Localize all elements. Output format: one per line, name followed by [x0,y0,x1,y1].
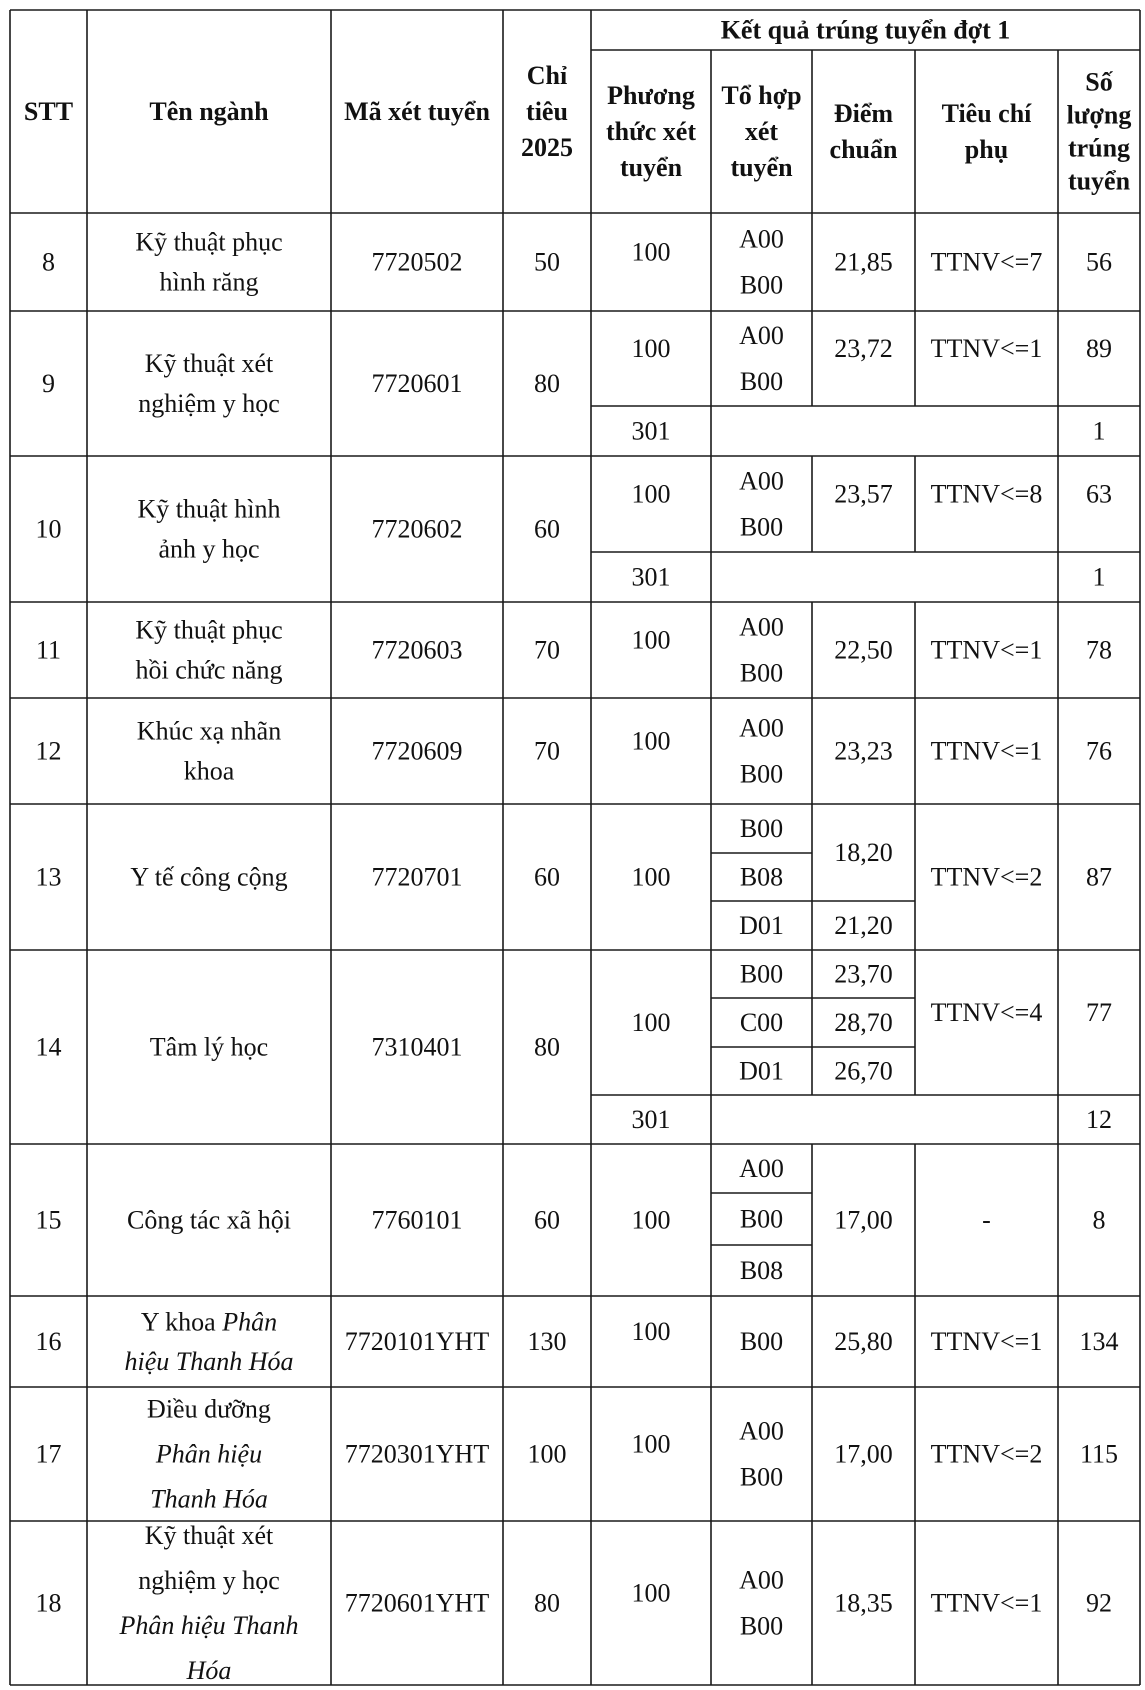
to-hop-cell: B00 [739,1611,784,1641]
chi-tieu-cell: 80 [534,1032,560,1062]
phuong-thuc-cell: 100 [631,1008,671,1037]
ten-nganh-cell: Điều dưỡng [147,1394,271,1424]
phuong-thuc-cell: 100 [631,625,671,655]
phuong-thuc-cell: 100 [631,237,671,267]
stt-cell: 12 [35,736,62,766]
ten-nganh-cell: Khúc xạ nhãn [136,716,282,746]
to-hop-cell: B00 [739,959,784,989]
diem-chuan-cell: 23,72 [834,334,893,363]
tieu-chi-phu-cell: TTNV<=1 [930,736,1043,766]
phuong-thuc-cell: 100 [631,862,671,892]
phuong-thuc-cell: 100 [631,1578,671,1608]
header-ten-nganh: Tên ngành [149,97,269,126]
diem-chuan-cell: 23,57 [834,479,893,509]
header-chi-tieu: Chỉ [526,61,568,90]
chi-tieu-cell: 80 [534,1588,560,1618]
ma-xet-tuyen-cell: 7720601YHT [344,1588,490,1618]
header-to-hop: xét [744,117,779,146]
so-luong-cell: 63 [1086,479,1112,509]
header-so-luong: tuyển [1067,166,1131,196]
so-luong-cell: 77 [1086,998,1112,1027]
ten-nganh-cell: Hóa [186,1656,232,1685]
ten-nganh-cell: Y tế công cộng [130,862,288,892]
so-luong-cell: 78 [1086,635,1112,665]
diem-chuan-cell: 21,20 [834,911,893,940]
diem-chuan-cell: 25,80 [834,1327,893,1356]
stt-cell: 10 [35,514,62,544]
phuong-thuc-cell: 100 [631,479,671,509]
diem-chuan-cell: 17,00 [834,1205,893,1235]
tieu-chi-phu-cell: TTNV<=7 [930,247,1043,277]
diem-chuan-cell: 22,50 [834,635,893,665]
to-hop-cell: C00 [739,1008,784,1037]
chi-tieu-cell: 70 [534,635,560,665]
header-diem-chuan: chuẩn [829,135,898,164]
tieu-chi-phu-cell: - [982,1205,991,1235]
header-stt: STT [23,97,74,126]
ma-xet-tuyen-cell: 7720602 [371,514,463,544]
tieu-chi-phu-cell: TTNV<=2 [930,862,1043,892]
header-to-hop: Tổ hợp [721,81,802,110]
ten-nganh-cell: Thanh Hóa [150,1484,268,1514]
so-luong-cell: 1 [1092,562,1106,592]
phuong-thuc-cell: 100 [631,334,671,363]
so-luong-cell: 134 [1079,1327,1119,1356]
stt-cell: 18 [35,1588,62,1618]
ten-nganh-cell: Y khoa Phân [140,1307,278,1336]
chi-tieu-cell: 80 [534,369,560,398]
stt-cell: 13 [35,862,62,892]
ten-nganh-cell: Phân hiệu [155,1439,263,1469]
chi-tieu-cell: 60 [534,862,560,892]
stt-cell: 11 [35,635,62,665]
to-hop-cell: B00 [739,367,784,396]
ten-nganh-cell: Phân hiệu Thanh [119,1611,299,1640]
header-phuong-thuc: tuyển [619,153,683,182]
phuong-thuc-cell: 301 [631,1105,671,1134]
ma-xet-tuyen-cell: 7720301YHT [344,1439,490,1469]
header-so-luong: lượng [1066,100,1132,130]
chi-tieu-cell: 70 [534,736,560,766]
ten-nganh-cell: Kỹ thuật xét [144,1521,274,1550]
to-hop-cell: D01 [739,911,784,940]
to-hop-cell: D01 [739,1056,784,1086]
tieu-chi-phu-cell: TTNV<=1 [930,1327,1043,1356]
diem-chuan-cell: 17,00 [834,1439,893,1469]
header-chi-tieu: 2025 [521,133,573,162]
so-luong-cell: 1 [1092,416,1106,446]
so-luong-cell: 115 [1079,1439,1119,1469]
ten-nganh-cell: khoa [183,756,235,786]
to-hop-cell: B00 [739,1204,784,1234]
ma-xet-tuyen-cell: 7760101 [371,1205,463,1235]
chi-tieu-cell: 130 [527,1327,567,1356]
header-chi-tieu: tiêu [526,97,568,126]
so-luong-cell: 56 [1086,247,1112,277]
ten-nganh-cell: hình răng [159,267,259,297]
diem-chuan-cell: 18,35 [834,1588,893,1618]
tieu-chi-phu-cell: TTNV<=1 [930,1588,1043,1618]
diem-chuan-cell: 26,70 [834,1056,893,1086]
to-hop-cell: B00 [739,658,784,688]
phuong-thuc-cell: 100 [631,1317,671,1346]
to-hop-cell: A00 [739,713,784,743]
ten-nganh-cell: nghiệm y học [138,1566,280,1595]
ten-nganh-cell: hồi chức năng [135,655,283,685]
to-hop-cell: B00 [739,270,784,300]
ma-xet-tuyen-cell: 7310401 [371,1032,463,1062]
header-to-hop: tuyển [730,153,793,182]
ma-xet-tuyen-cell: 7720101YHT [344,1327,490,1356]
to-hop-cell: B00 [739,512,784,542]
to-hop-cell: B00 [739,759,784,789]
tieu-chi-phu-cell: TTNV<=1 [930,334,1043,363]
ma-xet-tuyen-cell: 7720609 [371,736,463,766]
ten-nganh-cell: Kỹ thuật hình [137,494,281,524]
ten-nganh-cell: ảnh y học [158,534,260,564]
so-luong-cell: 8 [1092,1205,1106,1235]
stt-cell: 8 [42,247,55,277]
phuong-thuc-cell: 301 [631,562,671,592]
stt-cell: 14 [35,1032,62,1062]
ten-nganh-cell: Kỹ thuật xét [144,349,274,378]
phuong-thuc-cell: 301 [631,416,671,446]
chi-tieu-cell: 60 [534,1205,560,1235]
phuong-thuc-cell: 100 [631,1205,671,1235]
diem-chuan-cell: 21,85 [834,247,893,277]
header-phuong-thuc: thức xét [606,117,696,146]
so-luong-cell: 89 [1086,334,1112,363]
to-hop-cell: B00 [739,1327,784,1356]
so-luong-cell: 12 [1086,1105,1112,1134]
ten-nganh-cell: Công tác xã hội [127,1205,291,1235]
header-so-luong: trúng [1067,133,1131,163]
phuong-thuc-cell: 100 [631,1429,671,1459]
to-hop-cell: A00 [739,1565,784,1595]
diem-chuan-cell: 23,70 [834,959,893,989]
ma-xet-tuyen-cell: 7720701 [371,862,463,892]
header-phuong-thuc: Phương [607,81,695,110]
phuong-thuc-cell: 100 [631,726,671,756]
stt-cell: 15 [35,1205,62,1235]
tieu-chi-phu-cell: TTNV<=2 [930,1439,1043,1469]
stt-cell: 16 [35,1327,62,1356]
diem-chuan-cell: 18,20 [834,838,893,867]
ma-xet-tuyen-cell: 7720502 [371,247,463,277]
so-luong-cell: 87 [1086,862,1112,892]
ten-nganh-cell: Kỹ thuật phục [135,615,283,645]
chi-tieu-cell: 100 [527,1439,567,1469]
to-hop-cell: B08 [739,1256,784,1285]
header-tieu-chi: phụ [964,135,1009,164]
chi-tieu-cell: 50 [534,247,560,277]
header-ket-qua-group: Kết quả trúng tuyển đợt 1 [720,15,1011,45]
tieu-chi-phu-cell: TTNV<=4 [930,998,1043,1027]
to-hop-cell: A00 [739,1416,784,1446]
header-tieu-chi: Tiêu chí [941,99,1032,128]
header-so-luong: Số [1085,67,1113,97]
tieu-chi-phu-cell: TTNV<=8 [930,479,1043,509]
chi-tieu-cell: 60 [534,514,560,544]
diem-chuan-cell: 28,70 [834,1008,893,1037]
to-hop-cell: A00 [739,466,784,496]
to-hop-cell: B00 [739,1462,784,1492]
to-hop-cell: A00 [739,224,784,254]
to-hop-cell: A00 [739,612,784,642]
to-hop-cell: B00 [739,814,784,843]
ma-xet-tuyen-cell: 7720601 [371,369,463,398]
to-hop-cell: A00 [739,321,784,350]
so-luong-cell: 92 [1086,1588,1112,1618]
so-luong-cell: 76 [1086,736,1112,766]
header-ma-xet-tuyen: Mã xét tuyển [344,97,490,126]
ten-nganh-cell: nghiệm y học [138,389,280,418]
ten-nganh-cell: hiệu Thanh Hóa [124,1347,294,1376]
tieu-chi-phu-cell: TTNV<=1 [930,635,1043,665]
ma-xet-tuyen-cell: 7720603 [371,635,463,665]
diem-chuan-cell: 23,23 [834,736,893,766]
to-hop-cell: A00 [739,1154,784,1183]
header-diem-chuan: Điểm [833,99,894,128]
stt-cell: 9 [42,369,55,398]
to-hop-cell: B08 [739,862,784,892]
ten-nganh-cell: Tâm lý học [149,1032,269,1062]
ten-nganh-cell: Kỹ thuật phục [135,227,283,257]
stt-cell: 17 [35,1439,62,1469]
